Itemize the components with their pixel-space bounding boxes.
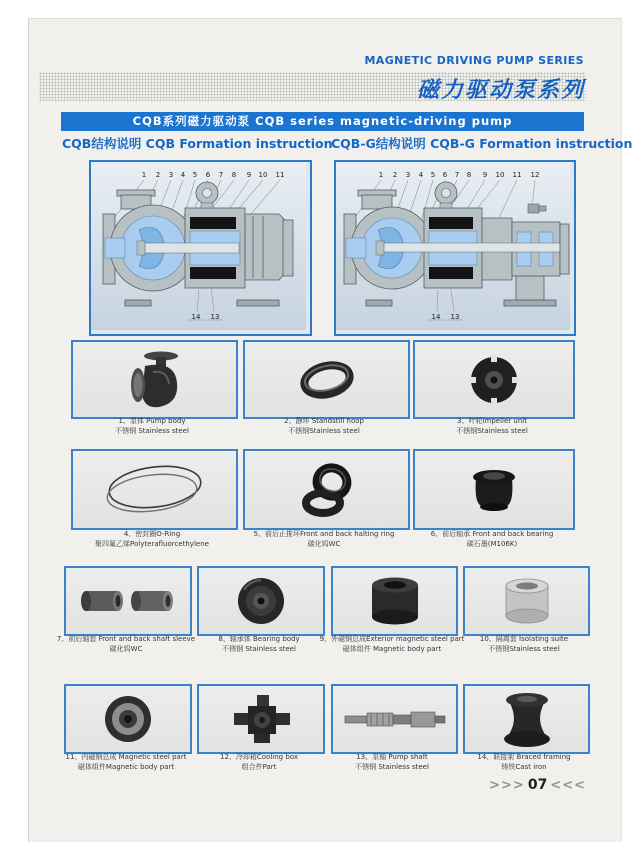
part-caption-line1: 7、前后轴套 Front and back shaft sleeve — [56, 635, 196, 643]
diagram-label: 5 — [430, 171, 436, 179]
cqb-cross-section-drawing — [91, 162, 306, 330]
cqb-g-cross-section-drawing — [336, 162, 570, 330]
part-caption-line2: 铸铁Cast iron — [501, 762, 547, 771]
diagram-label: 7 — [218, 171, 224, 179]
part-caption — [382, 530, 602, 549]
part-box-o-ring — [71, 449, 238, 530]
part-caption-line1: 13、泵轴 Pump shaft — [356, 753, 428, 761]
catalog-page — [28, 18, 633, 842]
part-caption-line2: 磁体组件 Magnetic body part — [342, 644, 442, 653]
part-caption-line1: 8、轴承体 Bearing body — [218, 635, 300, 643]
halftone-band — [39, 72, 586, 101]
bearing-bush-photo — [467, 464, 521, 516]
diagram-label: 3 — [405, 171, 411, 179]
diagram-label: 2 — [392, 171, 398, 179]
part-caption-line1: 2、静环 Standstill hoop — [284, 417, 364, 425]
section-title-cqb-g: CQB-G结构说明 CQB-G Formation instruction — [331, 136, 633, 151]
diagram-label: 10 — [258, 171, 268, 179]
halting-rings-photo — [292, 458, 362, 522]
diagram-label: 4 — [418, 171, 424, 179]
part-box-braced-framing — [463, 684, 590, 754]
part-caption-line2: 不锈钢 Stainless steel — [115, 426, 189, 435]
diagram-label: 3 — [168, 171, 174, 179]
part-caption — [444, 635, 604, 654]
part-caption-line1: 3、叶轮Impeller unit — [457, 417, 527, 425]
diagram-label: 14 — [431, 313, 441, 321]
diagram-label: 9 — [246, 171, 252, 179]
o-ring-photo — [97, 459, 213, 521]
part-box-pump-shaft — [331, 684, 458, 754]
part-caption-line2: 磁体组件Magnetic body part — [77, 762, 175, 771]
part-box-shaft-sleeves — [64, 566, 192, 636]
part-box-exterior-magnet — [331, 566, 458, 636]
part-box-bearing-body — [197, 566, 325, 636]
cooling-box-photo — [226, 690, 296, 748]
part-box-impeller — [413, 340, 575, 419]
part-box-standstill-hoop — [243, 340, 410, 419]
diagram-label: 7 — [454, 171, 460, 179]
diagram-label: 13 — [450, 313, 460, 321]
diagram-cqb — [89, 160, 312, 336]
part-caption-line1: 11、内磁钢总成 Magnetic steel part — [65, 753, 187, 761]
diagram-label: 2 — [155, 171, 161, 179]
part-caption-line1: 6、前后轴承 Front and back bearing — [430, 530, 554, 538]
page-number: 07 — [527, 777, 548, 793]
shaft-sleeves-photo — [78, 579, 178, 623]
diagram-label: 11 — [512, 171, 522, 179]
bearing-body-photo — [234, 574, 288, 628]
diagram-label: 5 — [192, 171, 198, 179]
diagram-label: 13 — [210, 313, 220, 321]
part-caption-line2: 聚四氟乙烯Polyterafluorcethylene — [95, 539, 209, 548]
braced-framing-photo — [496, 689, 558, 749]
diagram-label: 9 — [482, 171, 488, 179]
part-caption-line2: 碳化钨WC — [109, 644, 143, 653]
part-caption-line1: 12、冷却箱Cooling box — [219, 753, 298, 761]
diagram-cqb-g — [334, 160, 576, 336]
isolating-suite-photo — [496, 573, 558, 629]
part-box-bearing-bush — [413, 449, 575, 530]
diagram-label: 1 — [141, 171, 147, 179]
diagram-label: 14 — [191, 313, 201, 321]
page-number-strip — [329, 777, 586, 793]
section-title-cqb: CQB结构说明 CQB Formation instruction — [62, 136, 333, 151]
chevrons-left-icon: <<< — [550, 778, 586, 793]
part-caption-line2: 碳化钨WC — [307, 539, 341, 548]
impeller-photo — [465, 351, 523, 409]
pump-body-photo — [119, 348, 191, 412]
part-box-halting-rings — [243, 449, 410, 530]
diagram-label: 8 — [466, 171, 472, 179]
chevrons-right-icon: >>> — [489, 778, 525, 793]
part-caption-line2: 不锈钢 Stainless steel — [222, 644, 296, 653]
part-caption-line2: 不锈钢Stainless steel — [288, 426, 360, 435]
series-title-en: MAGNETIC DRIVING PUMP SERIES — [364, 54, 584, 67]
diagram-label: 12 — [530, 171, 540, 179]
part-caption-line1: 1、泵体 Pump body — [118, 417, 186, 425]
diagram-label: 8 — [231, 171, 237, 179]
diagram-label: 10 — [495, 171, 505, 179]
series-banner: CQB系列磁力驱动泵 CQB series magnetic-driving pump — [61, 112, 584, 131]
part-caption-line2: 组合件Part — [241, 762, 277, 771]
part-caption-line1: 10、隔离套 Isolating suite — [479, 635, 569, 643]
part-caption-line1: 9、外磁钢总成Exterior magnetic steel part — [319, 635, 465, 643]
pump-shaft-photo — [341, 705, 449, 733]
inner-magnet-photo — [102, 693, 154, 745]
part-caption — [444, 753, 604, 772]
part-caption-line2: 碳石墨(M106K) — [466, 539, 518, 548]
part-caption-line1: 14、联接架 Braced framing — [477, 753, 571, 761]
part-caption — [382, 417, 602, 436]
part-caption-line2: 不锈钢 Stainless steel — [355, 762, 429, 771]
part-caption-line2: 不锈钢Stainless steel — [488, 644, 560, 653]
diagram-label: 4 — [180, 171, 186, 179]
diagram-label: 6 — [442, 171, 448, 179]
standstill-hoop-photo — [295, 353, 359, 407]
part-box-pump-body — [71, 340, 238, 419]
part-caption-line1: 5、前后止推环Front and back halting ring — [253, 530, 395, 538]
part-caption-line2: 不锈钢Stainless steel — [456, 426, 528, 435]
diagram-label: 1 — [378, 171, 384, 179]
part-box-isolating-suite — [463, 566, 590, 636]
part-box-cooling-box — [197, 684, 325, 754]
diagram-label: 6 — [205, 171, 211, 179]
series-title-cn: 磁力驱动泵系列 — [416, 78, 585, 103]
part-caption-line1: 4、密封圈O-Ring — [123, 530, 181, 538]
part-box-inner-magnet — [64, 684, 192, 754]
exterior-magnet-photo — [364, 573, 426, 629]
diagram-label: 11 — [275, 171, 285, 179]
